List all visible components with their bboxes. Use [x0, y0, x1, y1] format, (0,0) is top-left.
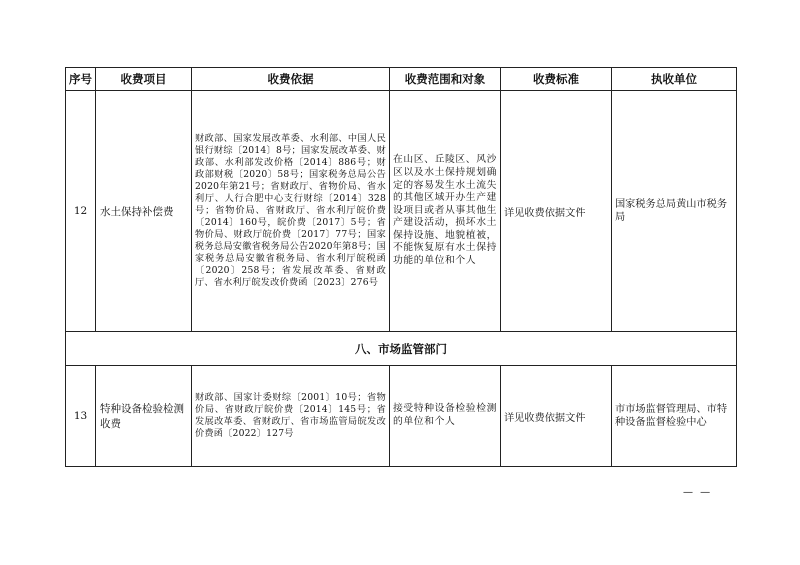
header-standard: 收费标准	[501, 68, 612, 91]
row-unit: 市市场监督管理局、市特种设备监督检验中心	[612, 366, 737, 467]
row-no: 13	[66, 366, 96, 467]
row-item: 水土保持补偿费	[96, 91, 192, 332]
table-row	[66, 366, 737, 467]
row-no: 12	[66, 91, 96, 332]
header-unit: 执收单位	[612, 68, 737, 91]
header-item: 收费项目	[96, 68, 192, 91]
header-no: 序号	[66, 68, 96, 91]
row-unit: 国家税务总局黄山市税务局	[612, 91, 737, 332]
section-row	[66, 332, 737, 366]
fee-table	[65, 67, 737, 467]
row-standard: 详见收费依据文件	[501, 366, 612, 467]
header-basis: 收费依据	[192, 68, 390, 91]
header-row	[66, 68, 737, 91]
row-standard: 详见收费依据文件	[501, 91, 612, 332]
row-item: 特种设备检验检测收费	[96, 366, 192, 467]
page-number-mark: — —	[683, 487, 713, 498]
row-scope: 在山区、丘陵区、风沙区以及水土保持规划确定的容易发生水土流失的其他区域开办生产建设项目或者从事其他生产建设活动，损坏水土保持设施、地貌植被，不能恢复原有水土保持功能的单位和个人	[390, 91, 501, 332]
section-title: 八、市场监管部门	[66, 332, 737, 366]
row-basis: 财政部、国家发展改革委、水利部、中国人民银行财综〔2014〕8号；国家发展改革委、财政部、水利部发改价格〔2014〕886号；财政部财税〔2020〕58号；国家税务总局公告2020年第21号；省财政厅、省物价局、省水利厅、人行合肥中心支行财综〔2014〕328号；省物价局、省财政厅、省水利厅皖价费〔2014〕160号，皖价费〔2017〕5号；省物价局、财政厅皖价费〔2017〕77号；国家税务总局安徽省税务局公告2020年第8号；国家税务总局安徽省税务局、省水利厅皖税函〔2020〕258号；省发展改革委、省财政厅、省水利厅皖发改价费函〔2023〕276号	[192, 91, 390, 332]
row-scope: 接受特种设备检验检测的单位和个人	[390, 366, 501, 467]
table-row	[66, 91, 737, 332]
header-scope: 收费范围和对象	[390, 68, 501, 91]
row-basis: 财政部、国家计委财综〔2001〕10号；省物价局、省财政厅皖价费〔2014〕145号；省发展改革委、省财政厅、省市场监管局皖发改价费函〔2022〕127号	[192, 366, 390, 467]
